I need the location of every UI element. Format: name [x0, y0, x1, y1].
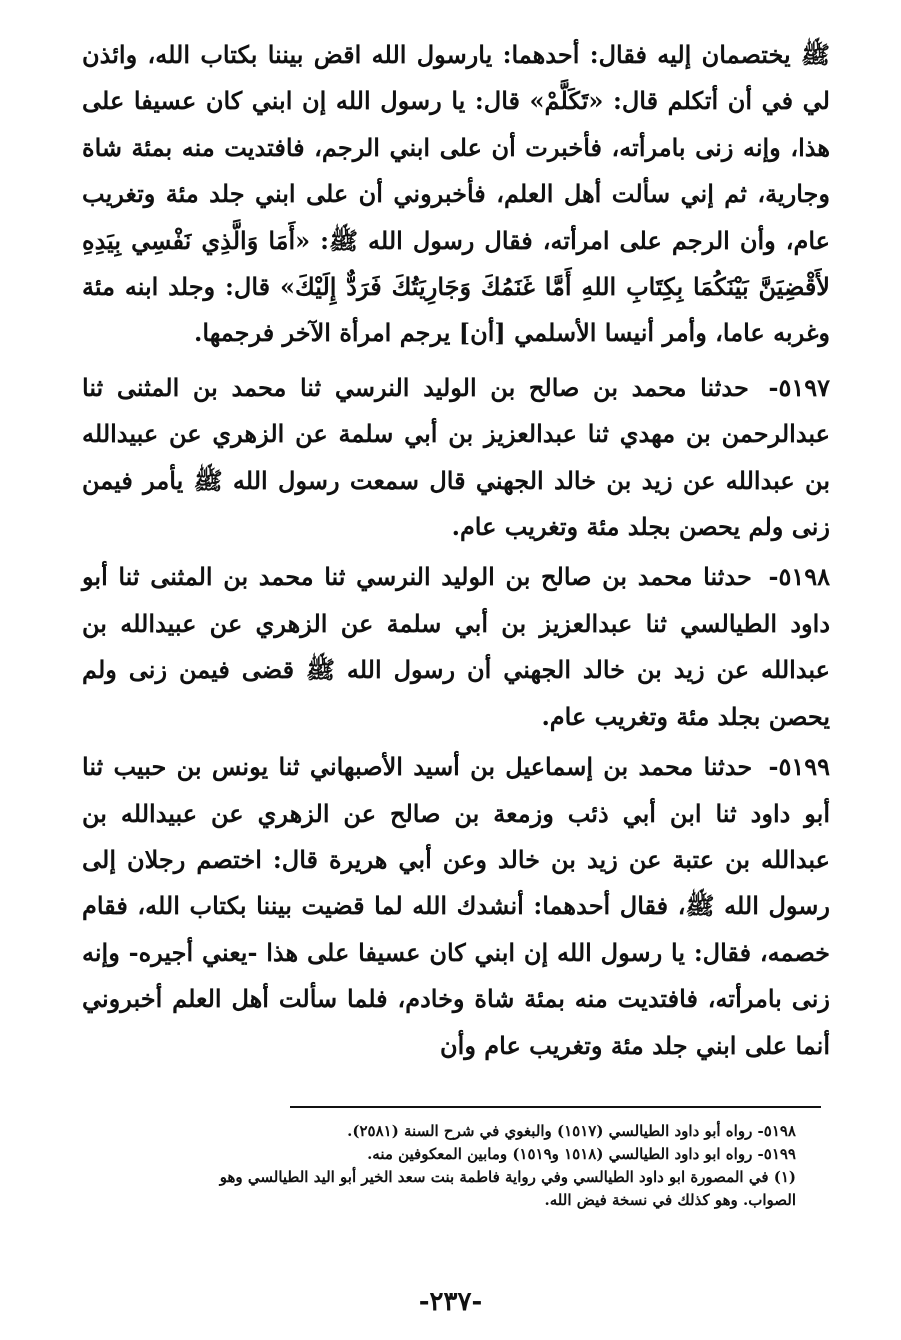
hadith-paragraph: [82, 365, 830, 551]
hadith-text: ﷺ يختصمان إليه فقال: أحدهما: يارسول الله اقض بيننا بكتاب الله، وائذن لي في أن أتكلم قال: «تَكَلَّمْ» قال: يا رسول الله إن ابني كان عسيفا على هذا، وإنه زنى بامرأته، فأخبرت أن على ابني الرجم، فافتديت منه بمئة شاة وجارية، ثم إني سألت أهل العلم، فأخبروني أن على ابني جلد مئة وتغريب عام، وأن الرجم على امرأته، فقال رسول الله ﷺ: «أَمَا وَالَّذِي نَفْسِي بِيَدِهِ لأَقْضِيَنَّ بَيْنَكُمَا بِكِتَابِ اللهِ أَمَّا غَنَمُكَ وَجَارِيَتُكَ فَرَدٌّ إِلَيْكَ» قال: وجلد ابنه مئة وغربه عاما، وأمر أنيسا الأسلمي [أن] يرجم امرأة الآخر فرجمها.: [82, 40, 831, 348]
hadith-text: حدثنا محمد بن إسماعيل بن أسيد الأصبهاني ثنا يونس بن حبيب ثنا أبو داود ثنا ابن أبي ذئب وزمعة بن صالح عن الزهري عن عبيدالله بن عبدالله بن عتبة عن زيد بن خالد وعن أبي هريرة قال: اختصم رجلان إلى رسول الله ﷺ، فقال أحدهما: أنشدك الله لما قضيت بيننا بكتاب الله، فقام خصمه، فقال: يا رسول الله إن ابني كان عسيفا على هذا -يعني أجيره- وإنه زنى بامرأته، فافتديت منه بمئة شاة وخادم، فلما سألت أهل العلم أخبروني أنما على ابني جلد مئة وتغريب عام وأن: [82, 752, 830, 1060]
footnote: ٥١٩٩- رواه ابو داود الطيالسي (١٥١٨ و١٥١٩) ومابين المعكوفين منه.: [367, 1145, 796, 1163]
hadith-paragraph: [82, 744, 830, 1069]
hadith-paragraph: [82, 554, 830, 740]
footnote: ٥١٩٨- رواه أبو داود الطيالسي (١٥١٧) والبغوي في شرح السنة (٢٥٨١).: [347, 1122, 796, 1140]
footnote-divider: [290, 1106, 821, 1108]
footnote: (١) في المصورة ابو داود الطيالسي وفي رواية فاطمة بنت سعد الخير أبو اليد الطيالسي وهو الصواب. وهو كذلك في نسخة فيض الله.: [219, 1168, 796, 1209]
hadith-number: ٥١٩٩-: [768, 752, 831, 782]
hadith-paragraph: [82, 32, 830, 357]
hadith-number: ٥١٩٨-: [768, 562, 831, 592]
hadith-number: ٥١٩٧-: [768, 372, 831, 402]
main-text-block: [82, 32, 830, 1073]
hadith-text: حدثنا محمد بن صالح بن الوليد النرسي ثنا محمد بن المثنى ثنا عبدالرحمن بن مهدي ثنا عبدالعزيز بن أبي سلمة عن الزهري عن عبيدالله بن عبدالله عن زيد بن خالد الجهني قال سمعت رسول الله ﷺ يأمر فيمن زنى ولم يحصن بجلد مئة وتغريب عام.: [82, 372, 831, 542]
footnotes-block: [178, 1120, 796, 1212]
page-number: -٢٣٧-: [418, 1287, 483, 1317]
hadith-text: حدثنا محمد بن صالح بن الوليد النرسي ثنا محمد بن المثنى ثنا أبو داود الطيالسي ثنا عبدالعزيز بن أبي سلمة عن الزهري عن عبيدالله بن عبدالله عن زيد بن خالد الجهني أن رسول الله ﷺ قضى فيمن زنى ولم يحصن بجلد مئة وتغريب عام.: [82, 562, 831, 731]
